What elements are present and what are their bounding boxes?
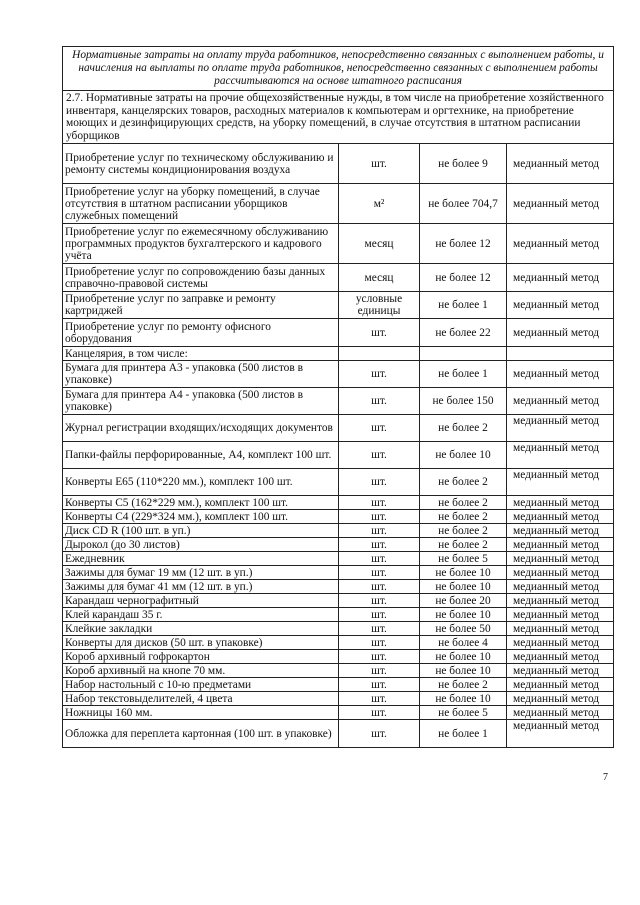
norm-cell: не более 12 [420, 264, 507, 292]
item-name: Карандаш чернографитный [63, 594, 339, 608]
norm-cell: не более 10 [420, 580, 507, 594]
unit-cell: шт. [339, 608, 420, 622]
norm-cell: не более 5 [420, 552, 507, 566]
norm-cell: не более 9 [420, 144, 507, 184]
unit-cell: месяц [339, 224, 420, 264]
unit-cell: шт. [339, 538, 420, 552]
item-name: Набор настольный с 10-ю предметами [63, 678, 339, 692]
table-row [63, 664, 614, 678]
item-name: Конверты Е65 (110*220 мм.), комплект 100 шт. [63, 469, 339, 496]
norm-cell: не более 5 [420, 706, 507, 720]
unit-cell: шт. [339, 580, 420, 594]
table-row [63, 566, 614, 580]
unit-cell: шт. [339, 692, 420, 706]
item-name: Короб архивный гофрокартон [63, 650, 339, 664]
method-cell: медианный метод [507, 650, 614, 664]
method-cell: медианный метод [507, 442, 614, 469]
norm-cell: не более 704,7 [420, 184, 507, 224]
method-cell: медианный метод [507, 706, 614, 720]
norm-cell: не более 2 [420, 678, 507, 692]
unit-cell: условные единицы [339, 292, 420, 319]
norm-cell: не более 2 [420, 524, 507, 538]
norm-cell: не более 2 [420, 469, 507, 496]
table-row [63, 319, 614, 347]
item-name: Конверты С4 (229*324 мм.), комплект 100 шт. [63, 510, 339, 524]
norm-cell: не более 10 [420, 650, 507, 664]
table-row [63, 469, 614, 496]
norm-cell: не более 10 [420, 608, 507, 622]
method-cell: медианный метод [507, 720, 614, 748]
method-cell: медианный метод [507, 580, 614, 594]
document-page [62, 46, 613, 748]
unit-cell: шт. [339, 720, 420, 748]
table-row [63, 510, 614, 524]
method-cell: медианный метод [507, 292, 614, 319]
item-name: Приобретение услуг по сопровождению базы данных справочно-правовой системы [63, 264, 339, 292]
method-cell: медианный метод [507, 224, 614, 264]
table-row [63, 415, 614, 442]
item-name: Журнал регистрации входящих/исходящих документов [63, 415, 339, 442]
norm-cell: не более 10 [420, 442, 507, 469]
item-name: Конверты С5 (162*229 мм.), комплект 100 шт. [63, 496, 339, 510]
norm-cell: не более 20 [420, 594, 507, 608]
item-name: Приобретение услуг по ежемесячному обслуживанию программных продуктов бухгалтерского и кадрового учёта [63, 224, 339, 264]
header-row [63, 47, 614, 91]
item-name: Папки-файлы перфорированные, А4, комплект 100 шт. [63, 442, 339, 469]
method-cell: медианный метод [507, 552, 614, 566]
table-row [63, 524, 614, 538]
method-cell: медианный метод [507, 538, 614, 552]
unit-cell: шт. [339, 496, 420, 510]
table-row [63, 292, 614, 319]
unit-cell: шт. [339, 144, 420, 184]
norm-cell: не более 2 [420, 538, 507, 552]
unit-cell: шт. [339, 566, 420, 580]
unit-cell: шт. [339, 678, 420, 692]
method-cell: медианный метод [507, 469, 614, 496]
unit-cell: шт. [339, 650, 420, 664]
unit-cell: шт. [339, 415, 420, 442]
method-cell: медианный метод [507, 594, 614, 608]
method-cell: медианный метод [507, 566, 614, 580]
table-row [63, 650, 614, 664]
norm-cell: не более 1 [420, 292, 507, 319]
unit-cell: шт. [339, 664, 420, 678]
table-row [63, 388, 614, 415]
item-name: Приобретение услуг по техническому обслуживанию и ремонту системы кондиционирования воздуха [63, 144, 339, 184]
unit-cell: шт. [339, 622, 420, 636]
method-cell: медианный метод [507, 144, 614, 184]
page-number: 7 [603, 772, 608, 783]
norm-cell: не более 2 [420, 510, 507, 524]
table-row [63, 552, 614, 566]
item-name: Зажимы для бумаг 41 мм (12 шт. в уп.) [63, 580, 339, 594]
table-row [63, 264, 614, 292]
table-row [63, 720, 614, 748]
method-cell: медианный метод [507, 622, 614, 636]
norm-cell [420, 347, 507, 361]
table-row [63, 706, 614, 720]
unit-cell: шт. [339, 636, 420, 650]
method-cell: медианный метод [507, 636, 614, 650]
unit-cell [339, 347, 420, 361]
norm-cell: не более 1 [420, 361, 507, 388]
norm-cell: не более 2 [420, 496, 507, 510]
norm-cell: не более 50 [420, 622, 507, 636]
table-row [63, 184, 614, 224]
table-row [63, 361, 614, 388]
table-row [63, 538, 614, 552]
unit-cell: месяц [339, 264, 420, 292]
method-cell: медианный метод [507, 319, 614, 347]
table-row [63, 347, 614, 361]
norm-cell: не более 12 [420, 224, 507, 264]
unit-cell: м² [339, 184, 420, 224]
item-name: Конверты для дисков (50 шт. в упаковке) [63, 636, 339, 650]
norm-cell: не более 10 [420, 692, 507, 706]
item-name: Бумага для принтера А3 - упаковка (500 листов в упаковке) [63, 361, 339, 388]
norm-cell: не более 2 [420, 415, 507, 442]
item-name: Зажимы для бумаг 19 мм (12 шт. в уп.) [63, 566, 339, 580]
unit-cell: шт. [339, 469, 420, 496]
table-row [63, 144, 614, 184]
table-row [63, 442, 614, 469]
method-cell: медианный метод [507, 524, 614, 538]
method-cell: медианный метод [507, 496, 614, 510]
item-name: Ножницы 160 мм. [63, 706, 339, 720]
unit-cell: шт. [339, 442, 420, 469]
norm-cell: не более 4 [420, 636, 507, 650]
norm-cell: не более 10 [420, 664, 507, 678]
section-text: 2.7. Нормативные затраты на прочие общехозяйственные нужды, в том числе на приобретение хозяйственного инвентаря, канцелярских товаров, расходных материалов к компьютерам и оргтехнике, на приобретение моющих и дезинфицирующих средств, на уборку помещений, в случае отсутствия в штатном расписании уборщиков [63, 91, 614, 144]
table-row [63, 224, 614, 264]
table-row [63, 594, 614, 608]
method-cell: медианный метод [507, 608, 614, 622]
unit-cell: шт. [339, 706, 420, 720]
unit-cell: шт. [339, 361, 420, 388]
item-name: Обложка для переплета картонная (100 шт. в упаковке) [63, 720, 339, 748]
method-cell: медианный метод [507, 388, 614, 415]
section-row [63, 91, 614, 144]
unit-cell: шт. [339, 319, 420, 347]
item-name: Приобретение услуг по ремонту офисного оборудования [63, 319, 339, 347]
item-name: Приобретение услуг по заправке и ремонту картриджей [63, 292, 339, 319]
table-row [63, 496, 614, 510]
method-cell [507, 347, 614, 361]
method-cell: медианный метод [507, 361, 614, 388]
item-name: Диск CD R (100 шт. в уп.) [63, 524, 339, 538]
norm-cell: не более 10 [420, 566, 507, 580]
method-cell: медианный метод [507, 678, 614, 692]
norm-cell: не более 150 [420, 388, 507, 415]
table-row [63, 580, 614, 594]
method-cell: медианный метод [507, 264, 614, 292]
item-name: Короб архивный на кнопе 70 мм. [63, 664, 339, 678]
method-cell: медианный метод [507, 692, 614, 706]
header-text: Нормативные затраты на оплату труда работников, непосредственно связанных с выполнением работы, и начисления на выплаты по оплате труда работников, непосредственно связанных с выполнением работы рассчитываются на основе штатного расписания [63, 47, 614, 91]
item-name: Ежедневник [63, 552, 339, 566]
method-cell: медианный метод [507, 415, 614, 442]
table-row [63, 608, 614, 622]
item-name: Набор текстовыделителей, 4 цвета [63, 692, 339, 706]
table-row [63, 622, 614, 636]
method-cell: медианный метод [507, 664, 614, 678]
norm-cell: не более 1 [420, 720, 507, 748]
item-name: Приобретение услуг на уборку помещений, в случае отсутствия в штатном расписании уборщиков служебных помещений [63, 184, 339, 224]
table-row [63, 678, 614, 692]
unit-cell: шт. [339, 552, 420, 566]
method-cell: медианный метод [507, 510, 614, 524]
item-name: Бумага для принтера А4 - упаковка (500 листов в упаковке) [63, 388, 339, 415]
table-row [63, 636, 614, 650]
item-name: Клейкие закладки [63, 622, 339, 636]
unit-cell: шт. [339, 510, 420, 524]
item-name: Клей карандаш 35 г. [63, 608, 339, 622]
norm-cell: не более 22 [420, 319, 507, 347]
item-name: Канцелярия, в том числе: [63, 347, 339, 361]
table-row [63, 692, 614, 706]
item-name: Дырокол (до 30 листов) [63, 538, 339, 552]
method-cell: медианный метод [507, 184, 614, 224]
unit-cell: шт. [339, 524, 420, 538]
norms-table [62, 46, 614, 748]
unit-cell: шт. [339, 594, 420, 608]
unit-cell: шт. [339, 388, 420, 415]
